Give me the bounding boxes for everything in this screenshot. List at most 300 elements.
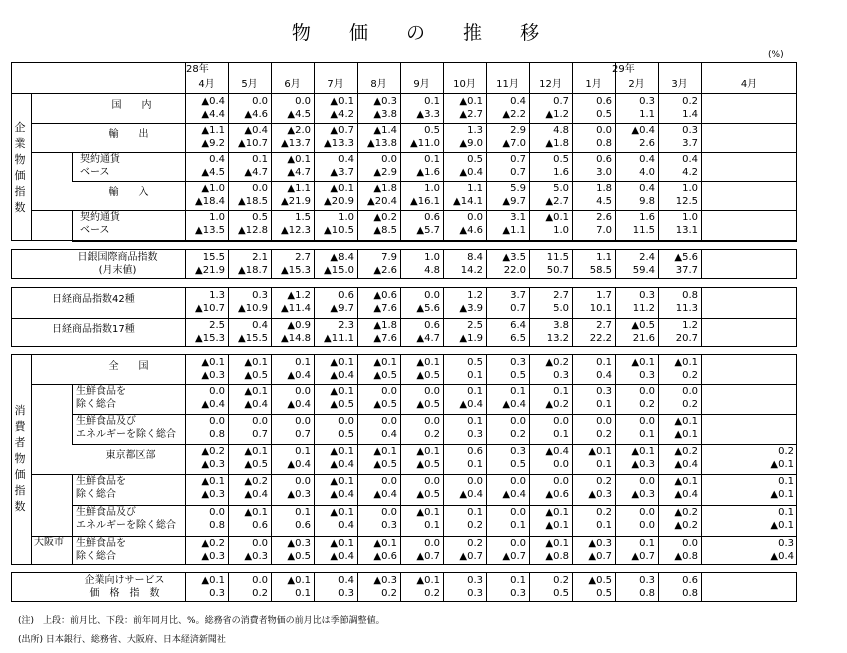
value-mom: ▲0.1 xyxy=(416,507,440,518)
value-mom: ▲0.3 xyxy=(287,538,311,549)
value-mom: 1.0 xyxy=(682,212,698,223)
source-line: (出所) 日本銀行、総務省、大阪府、日本経済新聞社 xyxy=(18,635,226,645)
value-yoy: ▲20.9 xyxy=(324,196,354,207)
value-yoy: ▲0.3 xyxy=(201,489,225,500)
value-mom: ▲0.1 xyxy=(330,476,354,487)
value-mom: 0.0 xyxy=(639,416,655,427)
value-mom: 1.5 xyxy=(295,212,311,223)
value-mom: ▲0.4 xyxy=(631,125,655,136)
value-mom: 0.0 xyxy=(209,507,225,518)
row-label: 全 国 xyxy=(108,361,149,372)
value-yoy: ▲16.1 xyxy=(410,196,440,207)
row-label-sub: エネルギーを除く総合 xyxy=(76,429,176,440)
value-yoy: ▲0.8 xyxy=(674,551,698,562)
value-yoy: 12.5 xyxy=(675,196,698,207)
value-yoy: 0.2 xyxy=(424,588,440,599)
value-yoy: 0.3 xyxy=(338,588,354,599)
value-yoy: ▲0.2 xyxy=(674,520,698,531)
value-yoy: ▲0.7 xyxy=(631,551,655,562)
value-yoy: 59.4 xyxy=(632,265,655,276)
column-divider xyxy=(443,62,444,94)
value-mom: 1.0 xyxy=(424,252,440,263)
value-yoy: ▲0.1 xyxy=(770,489,794,500)
value-mom: 0.0 xyxy=(639,507,655,518)
value-mom: 1.1 xyxy=(467,183,483,194)
value-yoy: ▲0.5 xyxy=(416,370,440,381)
value-yoy: ▲7.6 xyxy=(373,333,397,344)
value-yoy: 0.4 xyxy=(381,429,397,440)
row-divider xyxy=(31,384,797,385)
value-yoy: 22.2 xyxy=(589,333,612,344)
value-yoy: 0.1 xyxy=(596,459,612,470)
value-mom: 2.5 xyxy=(209,320,225,331)
value-yoy: 0.8 xyxy=(209,520,225,531)
column-divider xyxy=(228,62,229,94)
value-mom: 5.9 xyxy=(510,183,526,194)
value-mom: ▲0.2 xyxy=(244,476,268,487)
group-label-corporate: 企業物価指数 xyxy=(14,121,26,214)
row-label-sub: 除く総合 xyxy=(76,551,116,562)
value-yoy: ▲11.4 xyxy=(281,303,311,314)
value-yoy: ▲0.3 xyxy=(201,551,225,562)
value-mom: ▲0.1 xyxy=(244,507,268,518)
value-yoy: ▲4.6 xyxy=(459,225,483,236)
value-yoy: 0.4 xyxy=(338,520,354,531)
value-mom: 0.5 xyxy=(252,212,268,223)
value-yoy: 11.5 xyxy=(632,225,655,236)
value-mom: 0.0 xyxy=(424,476,440,487)
value-yoy: ▲13.8 xyxy=(367,138,397,149)
value-yoy: ▲0.1 xyxy=(770,459,794,470)
value-mom: 0.0 xyxy=(467,212,483,223)
value-yoy: 20.7 xyxy=(675,333,698,344)
row-label: 生鮮食品を xyxy=(76,386,126,397)
value-mom: ▲0.2 xyxy=(201,446,225,457)
value-yoy: ▲11.0 xyxy=(410,138,440,149)
value-mom: 0.0 xyxy=(252,416,268,427)
value-yoy: ▲21.9 xyxy=(195,265,225,276)
value-mom: 0.2 xyxy=(596,507,612,518)
row-divider xyxy=(31,152,797,153)
value-mom: 0.1 xyxy=(467,386,483,397)
value-yoy: ▲0.5 xyxy=(373,370,397,381)
subgroup-divider xyxy=(72,152,73,181)
value-yoy: 0.6 xyxy=(252,520,268,531)
value-mom: ▲0.1 xyxy=(674,357,698,368)
value-yoy: 0.1 xyxy=(553,429,569,440)
value-yoy: ▲0.4 xyxy=(674,459,698,470)
value-mom: 0.2 xyxy=(682,96,698,107)
value-yoy: ▲0.4 xyxy=(770,551,794,562)
row-divider xyxy=(31,474,797,475)
value-yoy: 22.0 xyxy=(503,265,526,276)
value-mom: 0.0 xyxy=(639,386,655,397)
value-yoy: ▲13.3 xyxy=(324,138,354,149)
month-header: 8月 xyxy=(370,79,387,90)
value-mom: 0.3 xyxy=(510,446,526,457)
value-mom: 0.3 xyxy=(682,125,698,136)
value-yoy: ▲0.5 xyxy=(373,459,397,470)
row-label: 契約通貨 xyxy=(80,212,120,223)
value-mom: 0.0 xyxy=(209,416,225,427)
value-yoy: 0.3 xyxy=(553,370,569,381)
value-mom: ▲1.2 xyxy=(287,290,311,301)
value-mom: ▲0.4 xyxy=(545,446,569,457)
value-mom: 2.7 xyxy=(295,252,311,263)
value-mom: 1.3 xyxy=(209,290,225,301)
value-mom: ▲0.4 xyxy=(201,96,225,107)
value-mom: 0.0 xyxy=(424,290,440,301)
value-mom: 1.1 xyxy=(596,252,612,263)
value-yoy: 0.3 xyxy=(467,588,483,599)
value-yoy: 10.1 xyxy=(589,303,612,314)
month-header: 3月 xyxy=(671,79,688,90)
value-mom: 2.5 xyxy=(467,320,483,331)
row-label-sub: 価 格 指 数 xyxy=(89,588,160,599)
value-yoy: ▲2.7 xyxy=(545,196,569,207)
value-mom: ▲0.1 xyxy=(201,575,225,586)
value-mom: 0.0 xyxy=(252,96,268,107)
value-yoy: ▲13.5 xyxy=(195,225,225,236)
value-mom: 0.0 xyxy=(252,538,268,549)
value-yoy: ▲0.7 xyxy=(502,551,526,562)
row-label-sub: (月末値) xyxy=(98,265,137,276)
value-mom: 0.4 xyxy=(510,96,526,107)
value-yoy: ▲12.3 xyxy=(281,225,311,236)
value-mom: ▲0.6 xyxy=(373,290,397,301)
value-mom: 1.7 xyxy=(596,290,612,301)
value-yoy: ▲0.5 xyxy=(244,370,268,381)
month-header: 2月 xyxy=(628,79,645,90)
value-mom: 3.8 xyxy=(553,320,569,331)
value-mom: ▲0.1 xyxy=(330,183,354,194)
value-yoy: ▲0.4 xyxy=(459,489,483,500)
value-yoy: ▲5.6 xyxy=(416,303,440,314)
note-line: (注) 上段：前月比、下段：前年同月比、%。総務省の消費者物価の前月比は季節調整値。 xyxy=(18,616,385,626)
value-mom: 0.6 xyxy=(467,446,483,457)
value-mom: 0.0 xyxy=(252,575,268,586)
value-mom: 2.4 xyxy=(639,252,655,263)
value-yoy: 0.8 xyxy=(639,588,655,599)
value-yoy: ▲0.5 xyxy=(373,399,397,410)
value-mom: 0.5 xyxy=(467,154,483,165)
value-mom: ▲0.1 xyxy=(416,575,440,586)
value-yoy: ▲0.1 xyxy=(770,520,794,531)
value-mom: 0.7 xyxy=(553,96,569,107)
month-header: 12月 xyxy=(539,79,562,90)
column-divider xyxy=(701,249,702,279)
value-mom: 2.3 xyxy=(338,320,354,331)
value-mom: 0.4 xyxy=(338,575,354,586)
value-yoy: ▲0.4 xyxy=(287,370,311,381)
group-label-cpi: 消費者物価指数 xyxy=(14,404,26,513)
value-yoy: ▲0.4 xyxy=(287,459,311,470)
value-mom: ▲0.1 xyxy=(373,357,397,368)
column-divider xyxy=(400,62,401,94)
value-mom: 0.0 xyxy=(381,476,397,487)
value-yoy: ▲0.3 xyxy=(244,551,268,562)
value-mom: 0.3 xyxy=(467,575,483,586)
value-mom: 0.0 xyxy=(510,416,526,427)
value-yoy: 5.0 xyxy=(553,303,569,314)
value-yoy: ▲0.4 xyxy=(201,399,225,410)
value-yoy: 3.0 xyxy=(596,167,612,178)
value-yoy: 1.4 xyxy=(682,109,698,120)
value-mom: ▲0.1 xyxy=(588,446,612,457)
value-mom: 0.1 xyxy=(295,446,311,457)
value-yoy: ▲0.4 xyxy=(373,489,397,500)
value-yoy: ▲1.8 xyxy=(545,138,569,149)
value-yoy: ▲18.7 xyxy=(238,265,268,276)
value-mom: ▲0.2 xyxy=(674,507,698,518)
value-mom: 0.3 xyxy=(778,538,794,549)
value-mom: 0.1 xyxy=(553,386,569,397)
row-label: 契約通貨 xyxy=(80,154,120,165)
row-label: 日経商品指数17種 xyxy=(52,324,135,335)
value-yoy: ▲10.7 xyxy=(238,138,268,149)
value-mom: ▲0.1 xyxy=(330,538,354,549)
value-yoy: ▲10.9 xyxy=(238,303,268,314)
value-yoy: 21.6 xyxy=(632,333,655,344)
value-mom: 0.3 xyxy=(639,290,655,301)
value-mom: 1.2 xyxy=(467,290,483,301)
value-mom: ▲0.3 xyxy=(588,538,612,549)
value-yoy: 0.1 xyxy=(295,588,311,599)
value-mom: ▲0.1 xyxy=(201,357,225,368)
value-mom: ▲0.9 xyxy=(287,320,311,331)
value-yoy: ▲0.4 xyxy=(330,551,354,562)
value-yoy: ▲0.4 xyxy=(459,167,483,178)
value-yoy: ▲9.7 xyxy=(330,303,354,314)
value-mom: 0.0 xyxy=(424,416,440,427)
value-mom: ▲0.2 xyxy=(545,357,569,368)
value-mom: ▲0.1 xyxy=(545,507,569,518)
value-mom: 0.1 xyxy=(778,507,794,518)
value-mom: ▲0.1 xyxy=(631,446,655,457)
value-mom: 2.9 xyxy=(510,125,526,136)
value-yoy: ▲0.4 xyxy=(330,370,354,381)
value-mom: 2.7 xyxy=(596,320,612,331)
value-yoy: 0.1 xyxy=(467,459,483,470)
value-mom: ▲0.1 xyxy=(244,386,268,397)
value-mom: ▲0.2 xyxy=(373,212,397,223)
value-yoy: 14.2 xyxy=(460,265,483,276)
value-mom: ▲3.5 xyxy=(502,252,526,263)
value-mom: 0.2 xyxy=(467,538,483,549)
value-yoy: 9.8 xyxy=(639,196,655,207)
value-yoy: 0.1 xyxy=(596,399,612,410)
value-mom: 0.0 xyxy=(553,476,569,487)
value-yoy: 0.2 xyxy=(510,429,526,440)
value-mom: 0.3 xyxy=(510,357,526,368)
row-label-sub: 除く総合 xyxy=(76,489,116,500)
value-yoy: 0.8 xyxy=(682,588,698,599)
value-mom: 0.0 xyxy=(510,476,526,487)
value-yoy: ▲0.5 xyxy=(416,399,440,410)
value-yoy: ▲7.6 xyxy=(373,303,397,314)
value-yoy: 0.1 xyxy=(467,370,483,381)
value-yoy: 0.2 xyxy=(682,370,698,381)
value-yoy: 3.7 xyxy=(682,138,698,149)
value-mom: ▲0.1 xyxy=(201,476,225,487)
value-mom: ▲0.1 xyxy=(373,446,397,457)
value-mom: 1.0 xyxy=(338,212,354,223)
row-label-sub: ベース xyxy=(80,167,110,178)
value-mom: 0.1 xyxy=(295,357,311,368)
value-mom: ▲1.0 xyxy=(201,183,225,194)
row-label: 東京都区部 xyxy=(105,450,156,461)
value-mom: 0.0 xyxy=(381,507,397,518)
column-divider xyxy=(357,62,358,94)
value-yoy: ▲0.4 xyxy=(502,399,526,410)
value-mom: 0.6 xyxy=(596,96,612,107)
value-mom: 0.2 xyxy=(596,476,612,487)
value-yoy: ▲1.2 xyxy=(545,109,569,120)
value-yoy: 0.1 xyxy=(510,520,526,531)
row-divider xyxy=(31,123,797,124)
value-yoy: 0.1 xyxy=(639,429,655,440)
row-divider xyxy=(72,181,797,182)
value-mom: 0.0 xyxy=(295,476,311,487)
column-divider xyxy=(314,62,315,94)
value-yoy: 0.3 xyxy=(467,429,483,440)
value-yoy: 0.4 xyxy=(596,370,612,381)
row-divider xyxy=(72,414,797,415)
value-yoy: 0.2 xyxy=(424,429,440,440)
value-mom: 0.5 xyxy=(553,154,569,165)
value-mom: 0.2 xyxy=(553,575,569,586)
subgroup-divider xyxy=(72,474,73,565)
row-divider xyxy=(31,536,797,537)
value-yoy: 0.1 xyxy=(424,520,440,531)
value-yoy: 0.5 xyxy=(596,588,612,599)
value-yoy: 0.7 xyxy=(510,167,526,178)
value-yoy: 0.0 xyxy=(553,459,569,470)
value-yoy: ▲4.5 xyxy=(201,167,225,178)
row-divider xyxy=(72,505,797,506)
value-yoy: ▲9.0 xyxy=(459,138,483,149)
row-divider xyxy=(72,241,797,242)
value-yoy: ▲2.6 xyxy=(373,265,397,276)
value-yoy: ▲4.2 xyxy=(330,109,354,120)
row-label: 生鮮食品を xyxy=(76,476,126,487)
value-mom: ▲0.1 xyxy=(330,386,354,397)
value-yoy: ▲0.2 xyxy=(545,399,569,410)
row-label-sub: エネルギーを除く総合 xyxy=(76,520,176,531)
value-yoy: ▲8.5 xyxy=(373,225,397,236)
value-mom: ▲0.4 xyxy=(244,125,268,136)
value-mom: 5.0 xyxy=(553,183,569,194)
value-yoy: 2.6 xyxy=(639,138,655,149)
value-yoy: ▲0.7 xyxy=(416,551,440,562)
value-mom: ▲8.4 xyxy=(330,252,354,263)
value-yoy: 0.5 xyxy=(510,459,526,470)
value-mom: 11.5 xyxy=(546,252,569,263)
value-mom: 7.9 xyxy=(381,252,397,263)
value-yoy: ▲14.8 xyxy=(281,333,311,344)
group-divider xyxy=(31,93,32,241)
value-yoy: 13.2 xyxy=(546,333,569,344)
value-mom: 0.0 xyxy=(295,416,311,427)
column-divider xyxy=(529,62,530,94)
value-yoy: 0.2 xyxy=(467,520,483,531)
value-yoy: 13.1 xyxy=(675,225,698,236)
value-mom: 0.1 xyxy=(252,154,268,165)
value-mom: ▲1.1 xyxy=(201,125,225,136)
value-yoy: 0.8 xyxy=(209,429,225,440)
value-mom: 0.0 xyxy=(424,386,440,397)
value-yoy: ▲0.3 xyxy=(631,489,655,500)
value-mom: 0.1 xyxy=(467,416,483,427)
value-mom: 0.0 xyxy=(596,416,612,427)
value-mom: ▲0.1 xyxy=(244,446,268,457)
value-mom: 1.6 xyxy=(639,212,655,223)
value-mom: 0.0 xyxy=(381,154,397,165)
value-yoy: 1.0 xyxy=(553,225,569,236)
value-yoy: ▲0.3 xyxy=(201,370,225,381)
value-mom: 0.5 xyxy=(467,357,483,368)
pref-label-osaka: 大阪市 xyxy=(34,537,64,548)
column-divider xyxy=(701,287,702,347)
column-divider xyxy=(658,62,659,94)
value-yoy: 0.6 xyxy=(295,520,311,531)
value-yoy: ▲20.4 xyxy=(367,196,397,207)
row-label: 日経商品指数42種 xyxy=(52,294,135,305)
value-yoy: 0.1 xyxy=(596,520,612,531)
value-mom: 0.0 xyxy=(682,538,698,549)
value-yoy: ▲0.4 xyxy=(244,489,268,500)
value-yoy: 0.2 xyxy=(252,588,268,599)
row-label: 輸 入 xyxy=(108,187,149,198)
value-mom: ▲0.5 xyxy=(631,320,655,331)
value-mom: 0.1 xyxy=(295,507,311,518)
value-mom: ▲1.1 xyxy=(287,183,311,194)
value-yoy: ▲0.7 xyxy=(588,551,612,562)
value-yoy: 4.0 xyxy=(639,167,655,178)
value-mom: ▲1.8 xyxy=(373,183,397,194)
row-label: 生鮮食品及び xyxy=(76,416,136,427)
value-yoy: 0.0 xyxy=(639,520,655,531)
column-divider xyxy=(572,62,573,94)
unit-label: (%) xyxy=(768,50,784,60)
value-mom: 0.7 xyxy=(510,154,526,165)
value-yoy: ▲3.8 xyxy=(373,109,397,120)
value-mom: 0.2 xyxy=(778,446,794,457)
value-mom: ▲0.1 xyxy=(330,96,354,107)
value-mom: ▲0.3 xyxy=(373,96,397,107)
value-mom: 0.0 xyxy=(381,386,397,397)
value-yoy: ▲3.9 xyxy=(459,303,483,314)
value-yoy: 0.5 xyxy=(338,429,354,440)
value-yoy: ▲15.5 xyxy=(238,333,268,344)
value-yoy: ▲0.5 xyxy=(416,459,440,470)
value-yoy: 0.5 xyxy=(553,588,569,599)
value-mom: 0.0 xyxy=(510,538,526,549)
value-yoy: 11.2 xyxy=(632,303,655,314)
value-yoy: 50.7 xyxy=(546,265,569,276)
value-mom: ▲5.6 xyxy=(674,252,698,263)
value-yoy: ▲11.1 xyxy=(324,333,354,344)
value-mom: 0.1 xyxy=(424,96,440,107)
value-mom: 2.7 xyxy=(553,290,569,301)
value-yoy: 4.2 xyxy=(682,167,698,178)
value-yoy: 0.2 xyxy=(381,588,397,599)
value-yoy: ▲0.6 xyxy=(373,551,397,562)
value-yoy: 0.5 xyxy=(510,370,526,381)
value-mom: ▲0.1 xyxy=(545,538,569,549)
value-mom: 0.1 xyxy=(778,476,794,487)
value-yoy: ▲1.6 xyxy=(416,167,440,178)
